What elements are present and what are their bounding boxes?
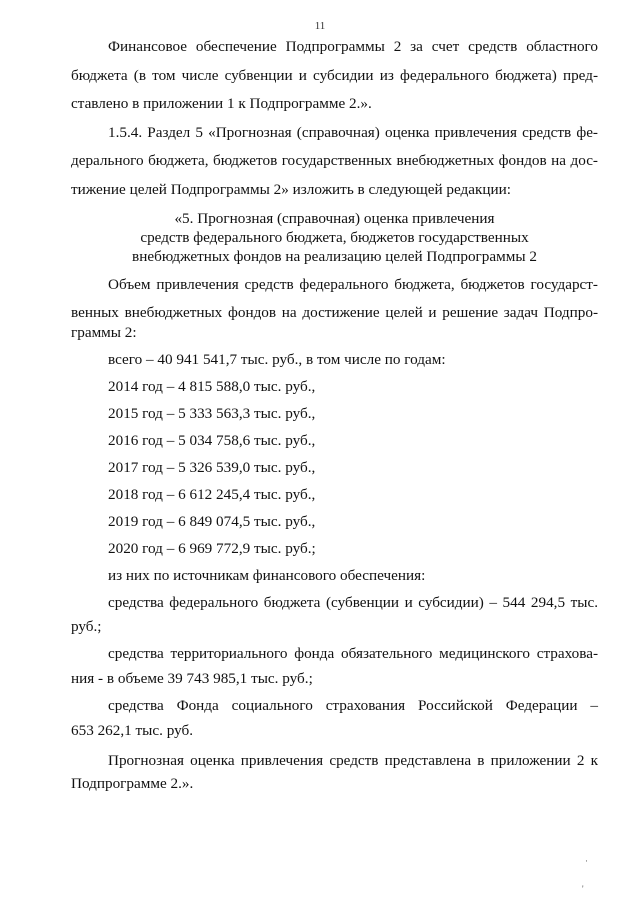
paragraph-1-line-1: Финансовое обеспечение Подпрограммы 2 за счет средств областного [108, 38, 598, 55]
section-heading-line-2: средств федерального бюджета, бюджетов государственных [140, 229, 529, 246]
source-1-line-1: средства федерального бюджета (субвенции и субсидии) – 544 294,5 тыс. [108, 594, 598, 611]
section-heading-line-3: внебюджетных фондов на реализацию целей Подпрограммы 2 [132, 248, 537, 265]
year-item: 2020 год – 6 969 772,9 тыс. руб.; [108, 540, 316, 557]
source-2-line-2: ния - в объеме 39 743 985,1 тыс. руб.; [71, 670, 313, 687]
year-item: 2019 год – 6 849 074,5 тыс. руб., [108, 513, 316, 530]
year-item: 2014 год – 4 815 588,0 тыс. руб., [108, 378, 316, 395]
scan-speck: ' [582, 884, 584, 894]
final-paragraph-line-1: Прогнозная оценка привлечения средств представлена в приложении 2 к [108, 752, 598, 769]
paragraph-1-line-3: ставлено в приложении 1 к Подпрограмме 2.». [71, 95, 372, 112]
year-item: 2016 год – 5 034 758,6 тыс. руб., [108, 432, 316, 449]
scan-speck: · [585, 856, 588, 866]
paragraph-2-line-2: дерального бюджета, бюджетов государственных внебюджетных фондов на дос- [71, 152, 598, 169]
source-3-line-1: средства Фонда социального страхования Российской Федерации – [108, 697, 598, 714]
paragraph-1-line-2: бюджета (в том числе субвенции и субсидии из федерального бюджета) пред- [71, 67, 598, 84]
paragraph-2-line-1: 1.5.4. Раздел 5 «Прогнозная (справочная) оценка привлечения средств фе- [108, 124, 598, 141]
paragraph-2-line-3: тижение целей Подпрограммы 2» изложить в следующей редакции: [71, 181, 511, 198]
page-number: 11 [314, 20, 326, 32]
total-amount: всего – 40 941 541,7 тыс. руб., в том числе по годам: [108, 351, 446, 368]
sources-intro: из них по источникам финансового обеспечения: [108, 567, 426, 584]
section-heading-line-1: «5. Прогнозная (справочная) оценка привлечения [174, 210, 495, 227]
year-item: 2018 год – 6 612 245,4 тыс. руб., [108, 486, 316, 503]
year-item: 2017 год – 5 326 539,0 тыс. руб., [108, 459, 316, 476]
paragraph-3-line-3: граммы 2: [71, 324, 137, 341]
paragraph-3-line-2: венных внебюджетных фондов на достижение целей и решение задач Подпро- [71, 304, 598, 321]
source-3-line-2: 653 262,1 тыс. руб. [71, 722, 194, 739]
final-paragraph-line-2: Подпрограмме 2.». [71, 775, 194, 792]
paragraph-3-line-1: Объем привлечения средств федерального бюджета, бюджетов государст- [108, 276, 598, 293]
source-1-line-2: руб.; [71, 618, 102, 635]
source-2-line-1: средства территориального фонда обязательного медицинского страхова- [108, 645, 598, 662]
year-item: 2015 год – 5 333 563,3 тыс. руб., [108, 405, 316, 422]
